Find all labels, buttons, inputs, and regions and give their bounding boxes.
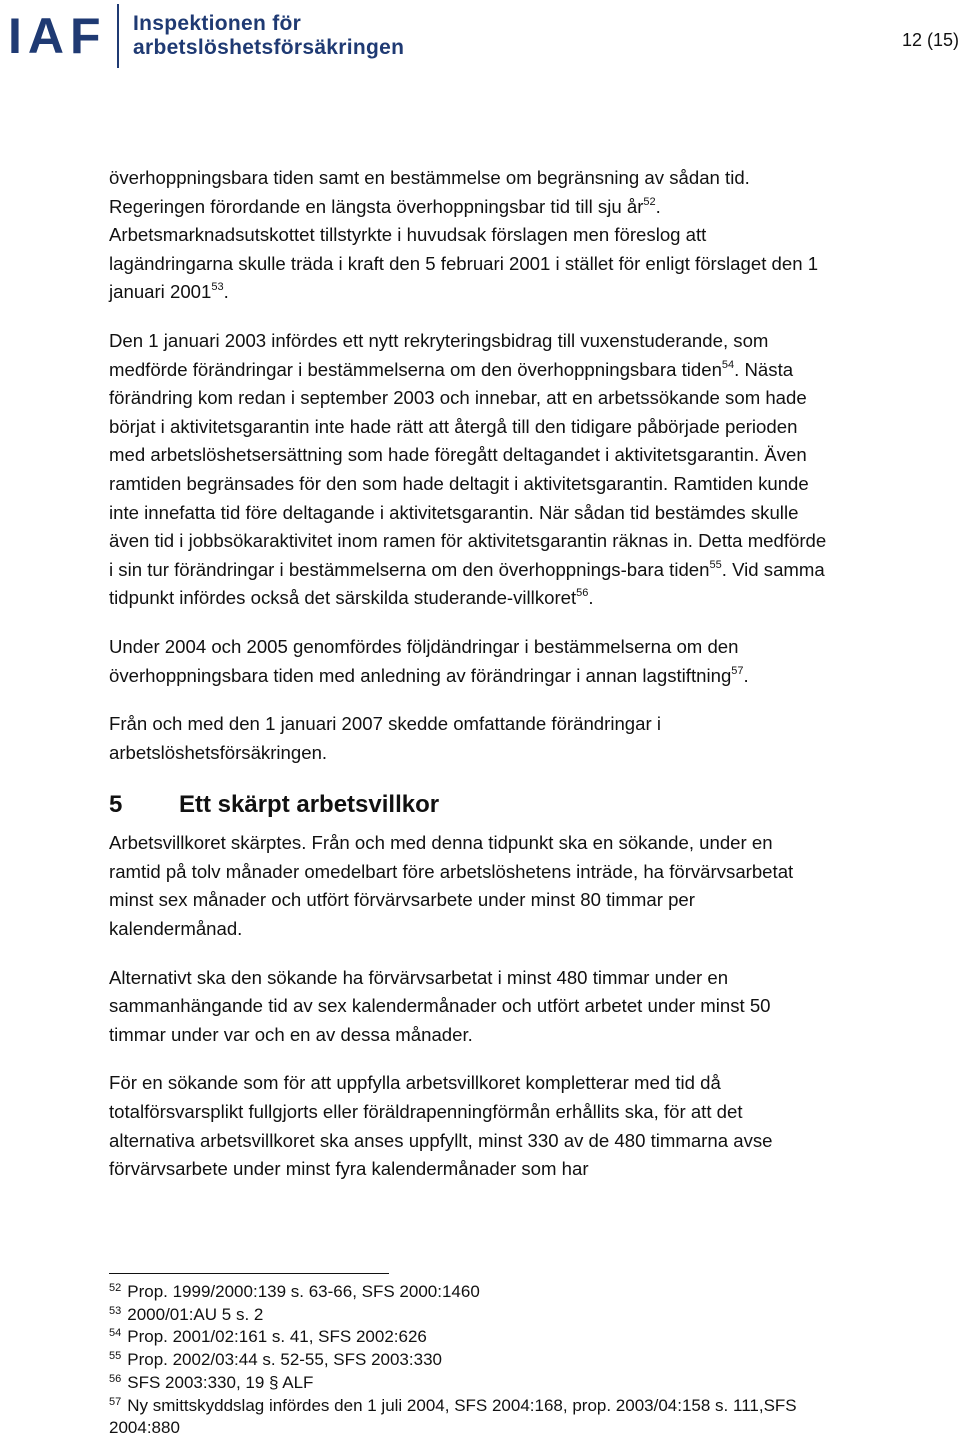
footnote-text: Prop. 2001/02:161 s. 41, SFS 2002:626 (127, 1327, 427, 1347)
footnotes (109, 1281, 849, 1440)
iaf-logo (0, 0, 420, 80)
text-run: . Vid samma tidpunkt infördes också det särskilda studerande-villkoret (109, 558, 825, 609)
footnote-ref: 57 (731, 664, 744, 677)
footnote-ref: 56 (576, 587, 589, 600)
footnote-number: 53 (109, 1304, 122, 1317)
paragraph-3 (109, 633, 829, 690)
footnote-ref: 52 (643, 195, 656, 208)
footnote (109, 1395, 849, 1440)
footnote-number: 56 (109, 1372, 122, 1385)
logo-name-line1: Inspektionen för (133, 12, 302, 35)
footnote-number: 57 (109, 1395, 122, 1408)
footnote-number: 52 (109, 1282, 122, 1294)
paragraph-2 (109, 327, 829, 613)
footnote-divider (109, 1273, 389, 1274)
footnote-number: 55 (109, 1350, 122, 1363)
logo-name-line2: arbetslöshetsförsäkringen (133, 36, 405, 59)
footnote (109, 1281, 849, 1304)
footnote-ref: 55 (709, 558, 722, 571)
section-title: Ett skärpt arbetsvillkor (179, 791, 440, 819)
text-run: . Arbetsmarknadsutskottet tillstyrkte i huvudsak förslagen men föreslog att lagändringarna skulle träda i kraft den 5 februari 2001 i stället för enligt förslaget den 1 januari 2001 (109, 195, 819, 303)
text-run: . Nästa förändring kom redan i september 2003 och innebar, att en arbetssökande som hade börjat i aktivitetsgarantin inte hade rätt att återgå till den tidigare påbörjade perioden med arbetslöshetsersättning som hade föregått deltagandet i aktivitetsgarantin. Även ramtiden begränsades för den som hade deltagit i aktivitetsgarantin. Ramtiden kunde inte innefatta tid före deltagande i aktivitetsgarantin. När sådan tid bestämdes skulle även tid i jobbsökaraktivitet inom ramen för aktivitetsgarantin räknas in. Detta medförde i sin tur förändringar i bestämmelserna om den överhoppnings-bara tiden (109, 358, 827, 580)
footnote (109, 1326, 849, 1349)
footnote (109, 1349, 849, 1372)
logo-divider (117, 4, 119, 68)
paragraph-4: Från och med den 1 januari 2007 skedde omfattande förändringar i arbetslöshetsförsäkringen. (109, 713, 661, 763)
paragraph-6: Alternativt ska den sökande ha förvärvsarbetat i minst 480 timmar under en sammanhängande tid av sex kalendermånader och utfört arbetet under minst 50 timmar under var och en av dessa månader. (109, 966, 771, 1045)
footnote-number: 54 (109, 1327, 122, 1340)
section-number: 5 (109, 791, 123, 819)
footnote-ref: 53 (211, 281, 224, 294)
text-run: Under 2004 och 2005 genomfördes följdändringar i bestämmelserna om den överhoppningsbara tiden med anledning av förändringar i annan lagstiftning (109, 635, 739, 686)
footnote (109, 1304, 849, 1327)
footnote-ref: 54 (721, 358, 735, 371)
main-content (109, 164, 829, 1204)
page-number: 12 (15) (901, 30, 959, 50)
text-run: . (223, 281, 229, 303)
footnote-text: Prop. 2002/03:44 s. 52-55, SFS 2003:330 (127, 1350, 442, 1370)
paragraph-7: För en sökande som för att uppfylla arbetsvillkoret kompletterar med tid då totalförsvarsplikt fullgjorts eller föräldrapenningförmån erhållits ska, för att det alternativa arbetsvillkoret ska anses uppfyllt, minst 330 av de 480 timmarna avse förvärvsarbete under minst fyra kalendermånader som har (109, 1072, 773, 1180)
paragraph-5: Arbetsvillkoret skärptes. Från och med denna tidpunkt ska en sökande, under en ramtid på tolv månader omedelbart före arbetslöshetens inträde, ha förvärvsarbetat minst sex månader och utfört förvärvsarbete under minst 80 timmar per kalendermånad. (109, 832, 794, 940)
footnote-text: Ny smittskyddslag infördes den 1 juli 2004, SFS 2004:168, prop. 2003/04:158 s. 111,SFS 2004:880 (109, 1395, 797, 1438)
text-run: . (743, 664, 749, 686)
footnote-text: Prop. 1999/2000:139 s. 63-66, SFS 2000:1460 (127, 1282, 480, 1301)
text-run: överhoppningsbara tiden samt en bestämmelse om begränsning av sådan tid. Regeringen förordande en längsta överhoppningsbar tid till sju år (109, 167, 750, 217)
text-run: . (588, 587, 594, 609)
paragraph-1 (109, 164, 829, 307)
text-run: Den 1 januari 2003 infördes ett nytt rekryteringsbidrag till vuxenstuderande, som medförde förändringar i bestämmelserna om den överhoppningsbara tiden (109, 329, 769, 380)
footnote-text: 2000/01:AU 5 s. 2 (127, 1304, 264, 1324)
footnote-text: SFS 2003:330, 19 § ALF (127, 1372, 314, 1392)
footnote (109, 1372, 849, 1395)
logo-brand: IAF (8, 8, 107, 64)
section-heading (109, 787, 829, 823)
